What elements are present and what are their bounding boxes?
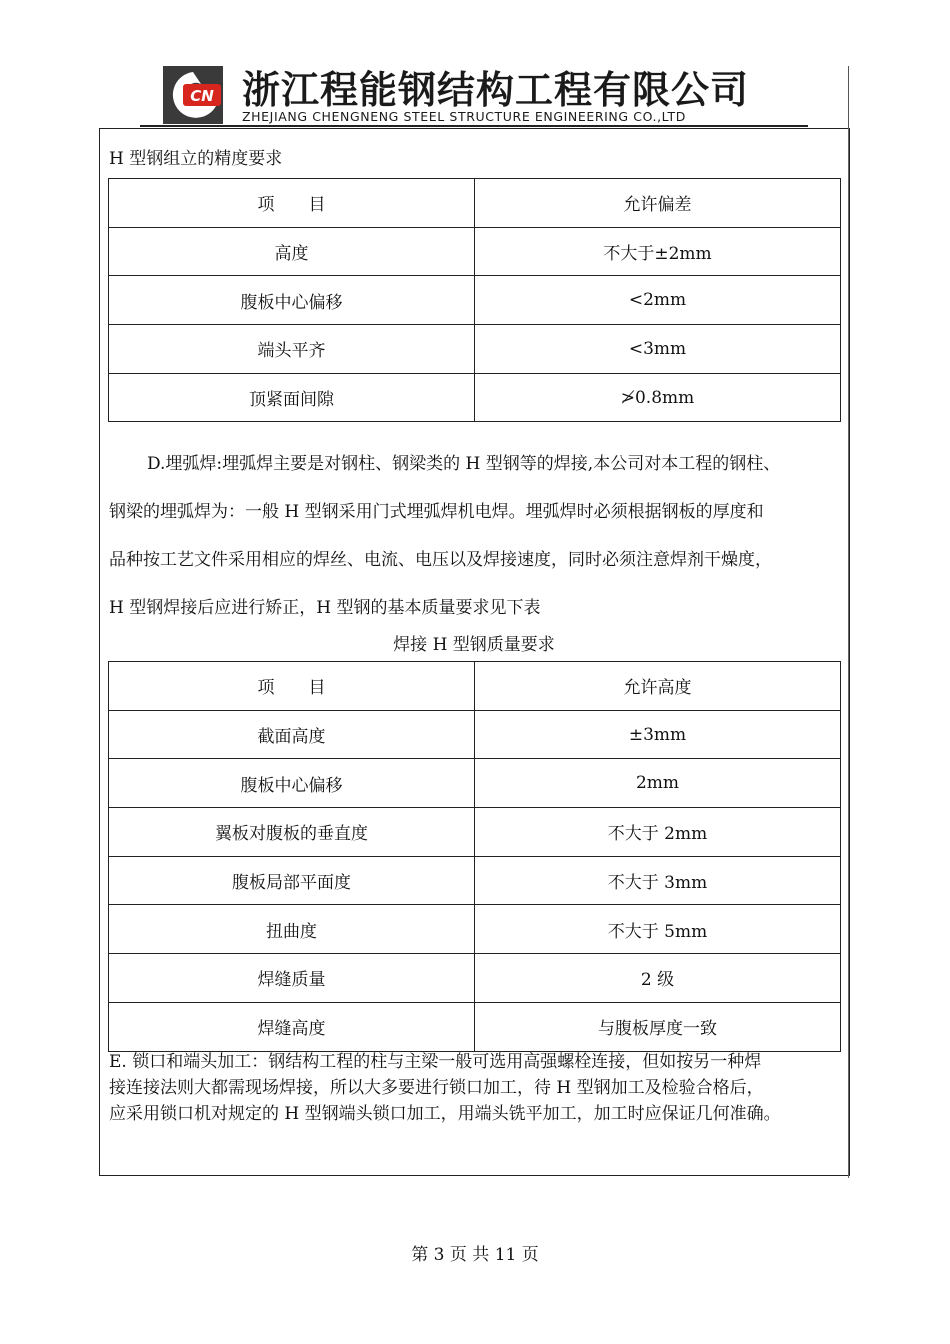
table-cell: ±3mm bbox=[475, 710, 841, 759]
table-cell: 焊缝质量 bbox=[109, 954, 475, 1003]
company-name-en: ZHEJIANG CHENGNENG STEEL STRUCTURE ENGINEERING CO.,LTD bbox=[242, 109, 686, 124]
paragraph-line: H 型钢焊接后应进行矫正，H 型钢的基本质量要求见下表 bbox=[109, 598, 541, 618]
assembly-precision-table bbox=[108, 178, 841, 422]
table-row bbox=[109, 1002, 841, 1051]
table-caption: 焊接 H 型钢质量要求 bbox=[393, 635, 555, 655]
company-name-cn: 浙江程能钢结构工程有限公司 bbox=[242, 68, 750, 112]
company-logo bbox=[163, 66, 223, 124]
paragraph-submerged-arc-welding bbox=[109, 440, 841, 632]
paragraph-line: 钢梁的埋弧焊为：一般 H 型钢采用门式埋弧焊机电焊。埋弧焊时必须根据钢板的厚度和 bbox=[109, 502, 764, 522]
table-header-cell: 项 目 bbox=[109, 662, 475, 711]
table-row bbox=[109, 808, 841, 857]
table-cell: 翼板对腹板的垂直度 bbox=[109, 808, 475, 857]
table-cell: 高度 bbox=[109, 227, 475, 276]
table-cell: 腹板中心偏移 bbox=[109, 276, 475, 325]
table-cell: 2mm bbox=[475, 759, 841, 808]
paragraph-line: 品种按工艺文件采用相应的焊丝、电流、电压以及焊接速度，同时必须注意焊剂干燥度， bbox=[109, 550, 772, 570]
table-header-row bbox=[109, 179, 841, 228]
logo-text: CN bbox=[190, 87, 214, 105]
table-cell: 腹板局部平面度 bbox=[109, 856, 475, 905]
table-row bbox=[109, 276, 841, 325]
table-cell: 端头平齐 bbox=[109, 325, 475, 374]
table-cell: 焊缝高度 bbox=[109, 1002, 475, 1051]
table-row bbox=[109, 905, 841, 954]
table-header-cell: 项 目 bbox=[109, 179, 475, 228]
paragraph-line: 应采用锁口机对规定的 H 型钢端头锁口加工，用端头铣平加工，加工时应保证几何准确。 bbox=[109, 1104, 781, 1124]
header-vertical-divider bbox=[848, 66, 849, 128]
table-cell: 与腹板厚度一致 bbox=[475, 1002, 841, 1051]
table-cell: 顶紧面间隙 bbox=[109, 373, 475, 422]
table-row bbox=[109, 759, 841, 808]
header-divider bbox=[140, 125, 808, 127]
table-cell: 不大于 5mm bbox=[475, 905, 841, 954]
table-cell: <3mm bbox=[475, 325, 841, 374]
table-cell: 腹板中心偏移 bbox=[109, 759, 475, 808]
table-cell: ≯0.8mm bbox=[475, 373, 841, 422]
paragraph-line: E. 锁口和端头加工：钢结构工程的柱与主梁一般可选用高强螺栓连接，但如按另一种焊 bbox=[109, 1052, 762, 1072]
table-cell: 不大于 2mm bbox=[475, 808, 841, 857]
table-cell: 截面高度 bbox=[109, 710, 475, 759]
table-row bbox=[109, 373, 841, 422]
paragraph-line: 接连接法则大都需现场焊接，所以大多要进行锁口加工，待 H 型钢加工及检验合格后， bbox=[109, 1078, 764, 1098]
table-row bbox=[109, 856, 841, 905]
table-row bbox=[109, 227, 841, 276]
page-frame-right-edge bbox=[848, 128, 849, 1178]
table-cell: 2 级 bbox=[475, 954, 841, 1003]
table-row bbox=[109, 710, 841, 759]
table-cell: 扭曲度 bbox=[109, 905, 475, 954]
table-row bbox=[109, 325, 841, 374]
paragraph-line: D.埋弧焊:埋弧焊主要是对钢柱、钢梁类的 H 型钢等的焊接,本公司对本工程的钢柱、 bbox=[147, 454, 781, 474]
table-cell: 不大于 3mm bbox=[475, 856, 841, 905]
welded-h-steel-quality-table bbox=[108, 661, 841, 1052]
section-title: H 型钢组立的精度要求 bbox=[109, 149, 283, 169]
table-header-row bbox=[109, 662, 841, 711]
paragraph-lock-and-end-processing bbox=[109, 1049, 841, 1127]
table-cell: <2mm bbox=[475, 276, 841, 325]
table-row bbox=[109, 954, 841, 1003]
table-cell: 不大于±2mm bbox=[475, 227, 841, 276]
table-header-cell: 允许高度 bbox=[475, 662, 841, 711]
page-number-footer: 第 3 页 共 11 页 bbox=[411, 1245, 539, 1265]
table-header-cell: 允许偏差 bbox=[475, 179, 841, 228]
